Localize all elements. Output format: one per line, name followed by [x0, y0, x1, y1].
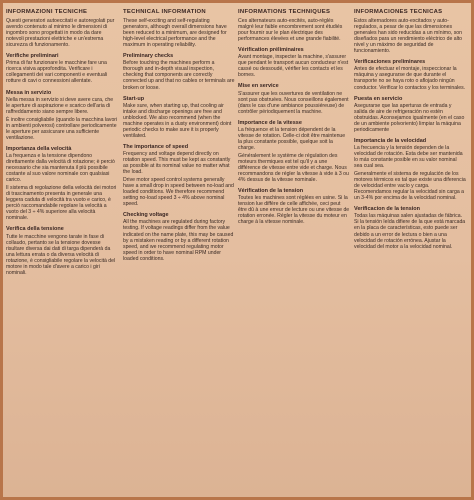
paragraph: Generalmente el sistema de regulación de los motores térmicos es tal que existe una diferencia de velocidad entre vacío y carga. Recomendamos regular la velocidad sin carga a un 3-4% por encima de la velocidad nominal.: [354, 171, 466, 202]
section: [123, 18, 235, 48]
section: [354, 96, 466, 133]
paragraph: Toutes les machines sont réglées en usine. Si la tension lue diffère de celle affichée, ceci peut être dû à une erreur de lecture ou une vitesse de rotation erronée. Régler la vitesse du moteur en charge à la vitesse nominale.: [238, 195, 350, 226]
section-heading: Preliminary checks: [123, 53, 174, 60]
section: [238, 188, 350, 225]
section: [354, 18, 466, 54]
section: [6, 146, 118, 222]
section: [6, 53, 118, 84]
section: [6, 90, 118, 141]
section: [6, 18, 118, 48]
paragraph: Ces alternateurs auto-excités, auto-réglés malgré leur faible encombrement sont étudiés pour fournir sur le plan électrique des performances élevées et une grande fiabilité.: [238, 18, 343, 43]
paragraph: La frecuencia y la tensión dependen de la velocidad de rotación. Esta debe ser mantenida lo más constante posible en su valor nominal sea cual sea.: [354, 144, 463, 170]
column-english: [123, 9, 235, 267]
section: [238, 18, 350, 42]
paragraph: Drive motor speed control systems generally have a small drop in speed between no-load and loaded conditions. We therefore recommend setting no-load speed 3 ÷ 4% above nominal speed.: [123, 177, 234, 208]
column-title: INFORMACIONES TECNICAS: [354, 9, 443, 15]
section-heading: Messa in servizio: [6, 89, 52, 96]
paragraph: Asegurarse que las aperturas de entrada y salida de aire de refrigeración no estén obstruidas. Aconsejamos igualmente (en el caso de un ambiente polvoriento) limpiar la máquina periodicamente: [354, 102, 465, 133]
paragraph: Questi generatori autoeccitati e autoregolati pur avendo contenuto al minimo le dimensioni di ingombro sono progettati in modo da dare notevoli prestazioni elettriche e un'estrema sicurezza di funzionamento.: [6, 18, 115, 49]
section: [354, 206, 466, 249]
paragraph: Frequency and voltage depend directly on rotation speed. This must be kept as constantly as possible at its nominal value no matter what the load.: [123, 150, 231, 176]
section-heading: The importance of speed: [123, 143, 189, 150]
section: [123, 96, 235, 139]
section-heading: Verifica della tensione: [6, 226, 64, 233]
section-heading: Importance de la vitesse: [238, 119, 302, 126]
column-title: TECHNICAL INFORMATION: [123, 9, 206, 15]
paragraph: Généralement le système de régulation des moteurs thermiques est tel qu'il y a une différence de vitesse entre vide et charge. Nous recommandons de régler la vitesse à vide à 3 ou 4% dessus de la vitesse nominale.: [238, 152, 349, 184]
paragraph: Il sistema di regolazione della velocità dei motori di trascinamento presenta in generale una leggera caduta di velocità tra vuoto e carico, è perciò raccomandabile regolare la velocità a vuoto del 3 ÷ 4% superiore alla velocità nominale.: [6, 185, 117, 222]
section-heading: Importancia de la velocidad: [354, 137, 427, 144]
column-title: INFORMAZIONI TECNICHE: [6, 9, 88, 15]
section: [6, 226, 118, 275]
section-heading: Importanza della velocità: [6, 145, 72, 152]
section: [238, 47, 350, 78]
paragraph: Todas las máquinas salen ajustadas de fábrica. Si la tensión leída difiere de la que está marcada en la placa de características, esto puede ser debido a un error de lectura o bien a una velocidad de rotación errónea. Ajustar la velocidad del motor a la velocidad nominal.: [354, 213, 466, 250]
paragraph: All the machines are regulated during factory testing. If voltage readings differ from the value indicated on the name plate, this may be caused by a mistaken reading or by a different rotation speed, and we recommend regulating motor speed in order to have nominal RPM under loaded conditions.: [123, 219, 234, 262]
section: [354, 138, 466, 201]
section-heading: Puesta en servicio: [354, 95, 403, 102]
paragraph: La frequenza e la tensione dipendono direttamente dalla velocità di rotazione; è perciò necessario che sia mantenuta il più possibile costante al suo valore nominale con qualsiasi carico.: [6, 152, 115, 184]
section: [238, 83, 350, 114]
column-french: [238, 9, 350, 230]
section: [238, 120, 350, 183]
column-italian: [6, 9, 118, 281]
paragraph: Antes de efectuar el montaje, inspeccionar la máquina y asegurarse de que durante el transporte no se haya roto o aflojado ningún conductor. Verificar lo contactos y los terminales.: [354, 66, 466, 91]
paragraph: S'assurer que les ouvertures de ventilation ne sont pas obstruées. Nous conseillons également (dans le cas d'une ambiance poussiéreuse) de contrôler périodiquement la machine.: [238, 90, 349, 115]
paragraph: Make sure, when starting up, that cooling air intake and discharge openings are free and unblocked. We also recommend (when the machine operates in a dusty environment) doint periodic checks to make sure it is properly ventilated.: [123, 102, 232, 139]
paragraph: Before touching the machines perform a thorough and in-depth visual inspection, checking that components are correctly connected up and that no cables or terminals are broken or loose.: [123, 60, 235, 91]
paragraph: Avant montage, inspecter la machine, s'assurer que pendant le transport aucun conducteur n'est cassé ou dessoudé, vérifier les contacts et les bornes.: [238, 54, 349, 79]
section-heading: Start-up: [123, 95, 145, 102]
section: [123, 212, 235, 261]
section-heading: Verificacion de la tension: [354, 206, 421, 213]
section-heading: Vérification de la tension: [238, 188, 304, 195]
section-heading: Verifiche preliminari: [6, 53, 59, 60]
section: [123, 144, 235, 207]
section: [354, 59, 466, 90]
paragraph: Nella messa in servizio si deve avere cura, che le aperture di aspirazione e scarico dell'aria di raffreddamento siano sempre libere.: [6, 96, 114, 115]
column-spanish: [354, 9, 466, 255]
paragraph: Estos alternadores auto-excitados y auto-regulados, a pesar de que las dimensiones generales han sido reducidas a un mínimo, son diseñados para un rendimiento eléctrico de alto nivel y un máximo de seguridad de funcionamiento.: [354, 18, 463, 55]
paragraph: La fréquence et la tension dépendent de la vitesse de rotation. Celle-ci doit être maintenue la plus constante possible, quelque soit la charge.: [238, 126, 346, 151]
section: [123, 53, 235, 90]
column-title: INFORMATIONS TECHNIQUES: [238, 9, 331, 15]
paragraph: È inoltre consigliabile (quando la macchina lavori in ambienti polverosi) controllare periodicamente le aperture per assicurare una sufficiente ventilazione.: [6, 116, 118, 141]
section-heading: Mise en service: [238, 83, 279, 90]
paragraph: These self-exciting and self-regulating generators, although overall dimensions have been reduced to a minimum, are designed for high-level electrical performance and the maximum in operating reliability.: [123, 18, 227, 49]
paragraph: Prima di far funzionare le macchine fare una ricerca visiva approfondita. Verificare i collegamenti dei vari componenti e eventuali rotture di cavi o connessioni allentate.: [6, 60, 108, 85]
section-heading: Vérification préliminaires: [238, 47, 304, 54]
section-heading: Verificaciones preliminares: [354, 59, 426, 66]
paragraph: Tutte le macchine vengono tarate in fase di collaudo, pertanto se la tensione dovesse risultare diversa dai dati di targa dipenderà da una lettura errata o da diversa velocità di rotazione, è consigliabile regolare la velocità del motore in modo tale d'avere a carico i giri nominali.: [6, 233, 116, 276]
section-heading: Checking voltage: [123, 212, 169, 219]
